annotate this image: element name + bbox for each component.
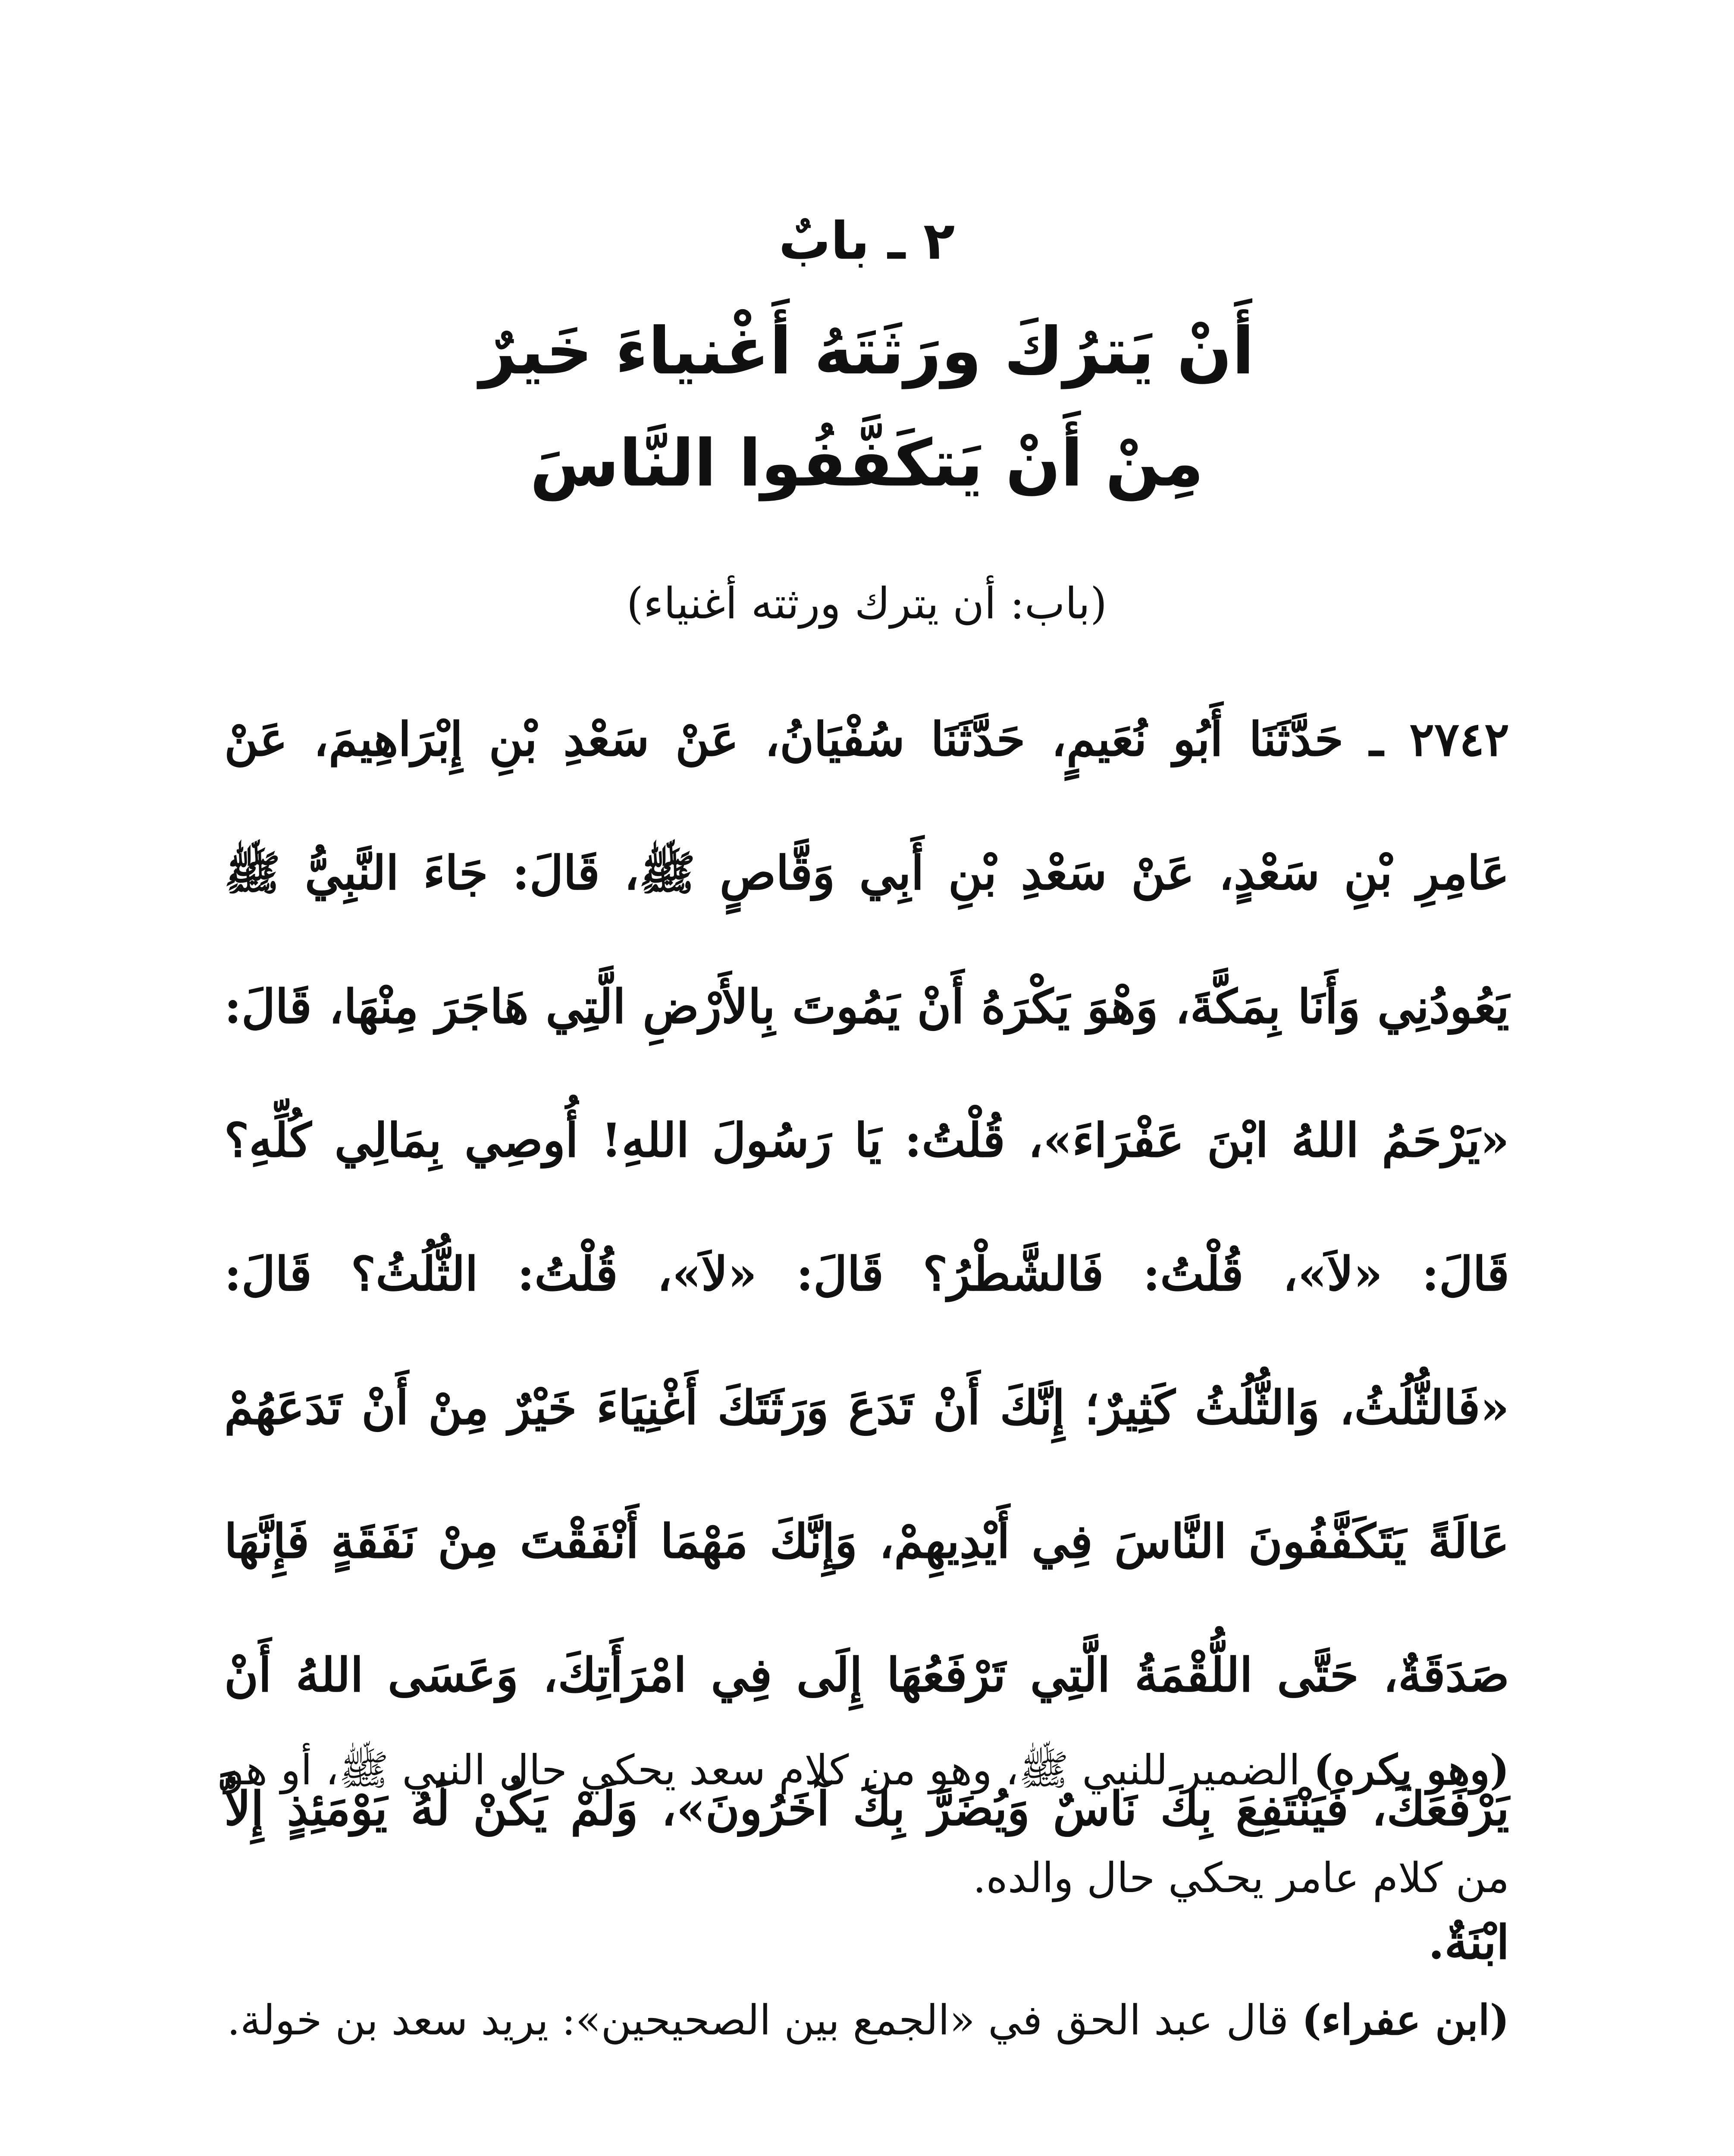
- note-body: قال عبد الحق في «الجمع بين الصحيحين»: يريد سعد بن خولة.: [227, 1996, 1302, 2044]
- chapter-number: ٢ ـ بابٌ: [778, 211, 955, 271]
- note-lead: (وهو يكره): [1314, 1745, 1510, 1794]
- commentary-note: [224, 1716, 1509, 1932]
- sub-heading: (باب: أن يترك ورثته أغنياء): [626, 578, 1107, 629]
- chapter-title-line-2: مِنْ أَنْ يَتكَفَّفُوا النَّاسَ: [530, 426, 1204, 501]
- chapter-title-line-1: أَنْ يَترُكَ ورَثَتَهُ أَغْنياءَ خَيرٌ: [479, 314, 1254, 389]
- note-lead: (ابن عفراء): [1301, 1996, 1509, 2044]
- note-body: الضمير للنبي ﷺ، وهو من كلام سعد يحكي حال النبي ﷺ، أو هو من كلام عامر يحكي حال والده.: [224, 1746, 1509, 1902]
- hadith-text: ٢٧٤٢ ـ حَدَّثَنَا أَبُو نُعَيمٍ، حَدَّثَنَا سُفْيَانُ، عَنْ سَعْدِ بْنِ إِبْرَاهِيمَ، عَنْ عَامِرِ بْنِ سَعْدٍ، عَنْ سَعْدِ بْنِ أَبِي وَقَّاصٍ ﷺ، قَالَ: جَاءَ النَّبِيُّ ﷺ يَعُودُنِي وَأَنَا بِمَكَّةَ، وَهْوَ يَكْرَهُ أَنْ يَمُوتَ بِالأَرْضِ الَّتِي هَاجَرَ مِنْهَا، قَالَ: «يَرْحَمُ اللهُ ابْنَ عَفْرَاءَ»، قُلْتُ: يَا رَسُولَ اللهِ! أُوصِي بِمَالِي كُلِّهِ؟ قَالَ: «لاَ»، قُلْتُ: فَالشَّطْرُ؟ قَالَ: «لاَ»، قُلْتُ: الثُّلُثُ؟ قَالَ: «فَالثُّلُثُ، وَالثُّلُثُ كَثِيرٌ؛ إِنَّكَ أَنْ تَدَعَ وَرَثَتَكَ أَغْنِيَاءَ خَيْرٌ مِنْ أَنْ تَدَعَهُمْ عَالَةً يَتَكَفَّفُونَ النَّاسَ فِي أَيْدِيهِمْ، وَإِنَّكَ مَهْمَا أَنْفَقْتَ مِنْ نَفَقَةٍ فَإِنَّهَا صَدَقَةٌ، حَتَّى اللُّقْمَةُ الَّتِي تَرْفَعُهَا إِلَى فِي امْرَأَتِكَ، وَعَسَى اللهُ أَنْ يَرْفَعَكَ، فَيَنْتَفِعَ بِكَ نَاسٌ وَيُضَرَّ بِكَ آخَرُونَ»، وَلَمْ يَكُنْ لَهُ يَوْمَئِذٍ إِلاَّ ابْنَةٌ.: [224, 712, 1509, 1970]
- commentary-note: [224, 1966, 1509, 2074]
